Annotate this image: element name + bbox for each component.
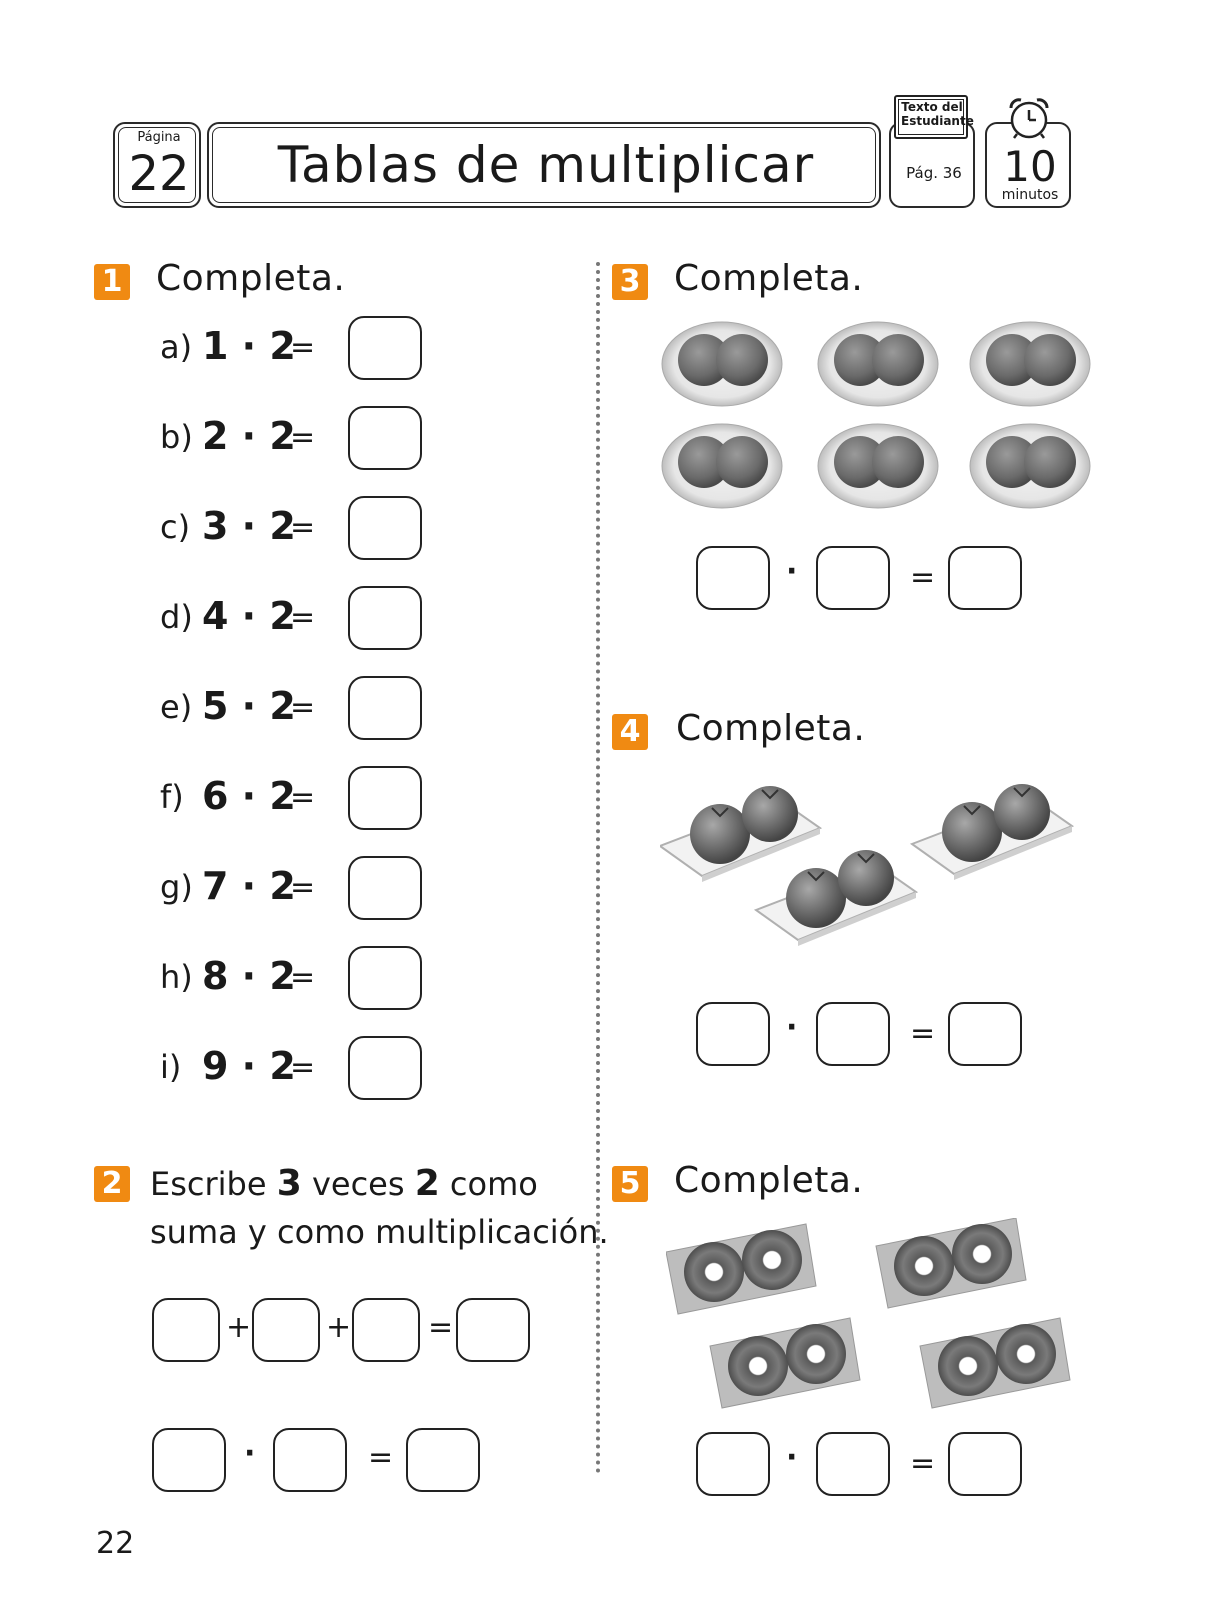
answer-box[interactable] bbox=[348, 586, 422, 650]
exercise-1-item: g) 7 · 2 = bbox=[160, 864, 316, 908]
answer-box[interactable] bbox=[696, 1432, 770, 1496]
time-value: 10 bbox=[1003, 142, 1057, 191]
answer-box[interactable] bbox=[948, 1002, 1022, 1066]
times-sign: · bbox=[786, 554, 798, 589]
exercise-1-item: i) 9 · 2 = bbox=[160, 1044, 316, 1088]
answer-box[interactable] bbox=[456, 1298, 530, 1362]
answer-box[interactable] bbox=[816, 1432, 890, 1496]
plus-sign: + bbox=[326, 1310, 352, 1345]
answer-box[interactable] bbox=[348, 946, 422, 1010]
answer-box[interactable] bbox=[348, 496, 422, 560]
page-number: 22 bbox=[128, 146, 190, 202]
answer-box[interactable] bbox=[696, 1002, 770, 1066]
trays-of-tomatoes-image bbox=[660, 780, 1084, 970]
title-box bbox=[207, 122, 881, 208]
exercise-4-heading: Completa. bbox=[676, 708, 866, 749]
answer-box[interactable] bbox=[348, 406, 422, 470]
answer-box[interactable] bbox=[273, 1428, 347, 1492]
textbook-icon bbox=[894, 95, 974, 139]
page-title: Tablas de multiplicar bbox=[277, 136, 815, 194]
exercise-1-item: a) 1 · 2 = bbox=[160, 324, 316, 368]
answer-box[interactable] bbox=[348, 1036, 422, 1100]
equals-sign: = bbox=[910, 1446, 936, 1481]
exercise-2-badge: 2 bbox=[94, 1166, 130, 1202]
plus-sign: + bbox=[226, 1310, 252, 1345]
answer-box[interactable] bbox=[348, 316, 422, 380]
times-sign: · bbox=[244, 1436, 256, 1471]
alarm-clock-icon bbox=[1003, 94, 1055, 140]
times-sign: · bbox=[786, 1440, 798, 1475]
answer-box[interactable] bbox=[252, 1298, 320, 1362]
column-divider bbox=[596, 262, 600, 1474]
equals-sign: = bbox=[368, 1440, 394, 1475]
answer-box[interactable] bbox=[948, 1432, 1022, 1496]
exercise-2-instruction: Escribe 3 veces 2 como suma y como multiplicación. bbox=[150, 1163, 609, 1251]
exercise-1-item: h) 8 · 2 = bbox=[160, 954, 316, 998]
exercise-3-badge: 3 bbox=[612, 264, 648, 300]
trays-of-donuts-image bbox=[666, 1218, 1086, 1414]
equals-sign: = bbox=[428, 1310, 454, 1345]
footer-page-number: 22 bbox=[96, 1526, 135, 1561]
answer-box[interactable] bbox=[816, 1002, 890, 1066]
answer-box[interactable] bbox=[348, 766, 422, 830]
book-page: Pág. 36 bbox=[906, 164, 962, 182]
exercise-4-badge: 4 bbox=[612, 714, 648, 750]
answer-box[interactable] bbox=[152, 1428, 226, 1492]
exercise-1-item: d) 4 · 2 = bbox=[160, 594, 316, 638]
page-label: Página bbox=[137, 130, 181, 145]
answer-box[interactable] bbox=[816, 546, 890, 610]
exercise-1-item: e) 5 · 2 = bbox=[160, 684, 316, 728]
time-unit: minutos bbox=[1001, 187, 1059, 203]
exercise-1-badge: 1 bbox=[94, 264, 130, 300]
answer-box[interactable] bbox=[152, 1298, 220, 1362]
answer-box[interactable] bbox=[352, 1298, 420, 1362]
exercise-1-item: b) 2 · 2 = bbox=[160, 414, 316, 458]
answer-box[interactable] bbox=[406, 1428, 480, 1492]
exercise-3-heading: Completa. bbox=[674, 258, 864, 299]
exercise-5-badge: 5 bbox=[612, 1166, 648, 1202]
exercise-1-item: f) 6 · 2 = bbox=[160, 774, 316, 818]
answer-box[interactable] bbox=[348, 856, 422, 920]
times-sign: · bbox=[786, 1010, 798, 1045]
exercise-5-heading: Completa. bbox=[674, 1160, 864, 1201]
answer-box[interactable] bbox=[348, 676, 422, 740]
equals-sign: = bbox=[910, 560, 936, 595]
answer-box[interactable] bbox=[696, 546, 770, 610]
exercise-1-heading: Completa. bbox=[156, 258, 346, 299]
answer-box[interactable] bbox=[948, 546, 1022, 610]
plates-of-tomatoes-image bbox=[660, 318, 1100, 524]
book-label: Texto del Estudiante bbox=[901, 100, 974, 128]
equals-sign: = bbox=[910, 1016, 936, 1051]
exercise-1-item: c) 3 · 2 = bbox=[160, 504, 316, 548]
page-badge bbox=[113, 122, 201, 208]
